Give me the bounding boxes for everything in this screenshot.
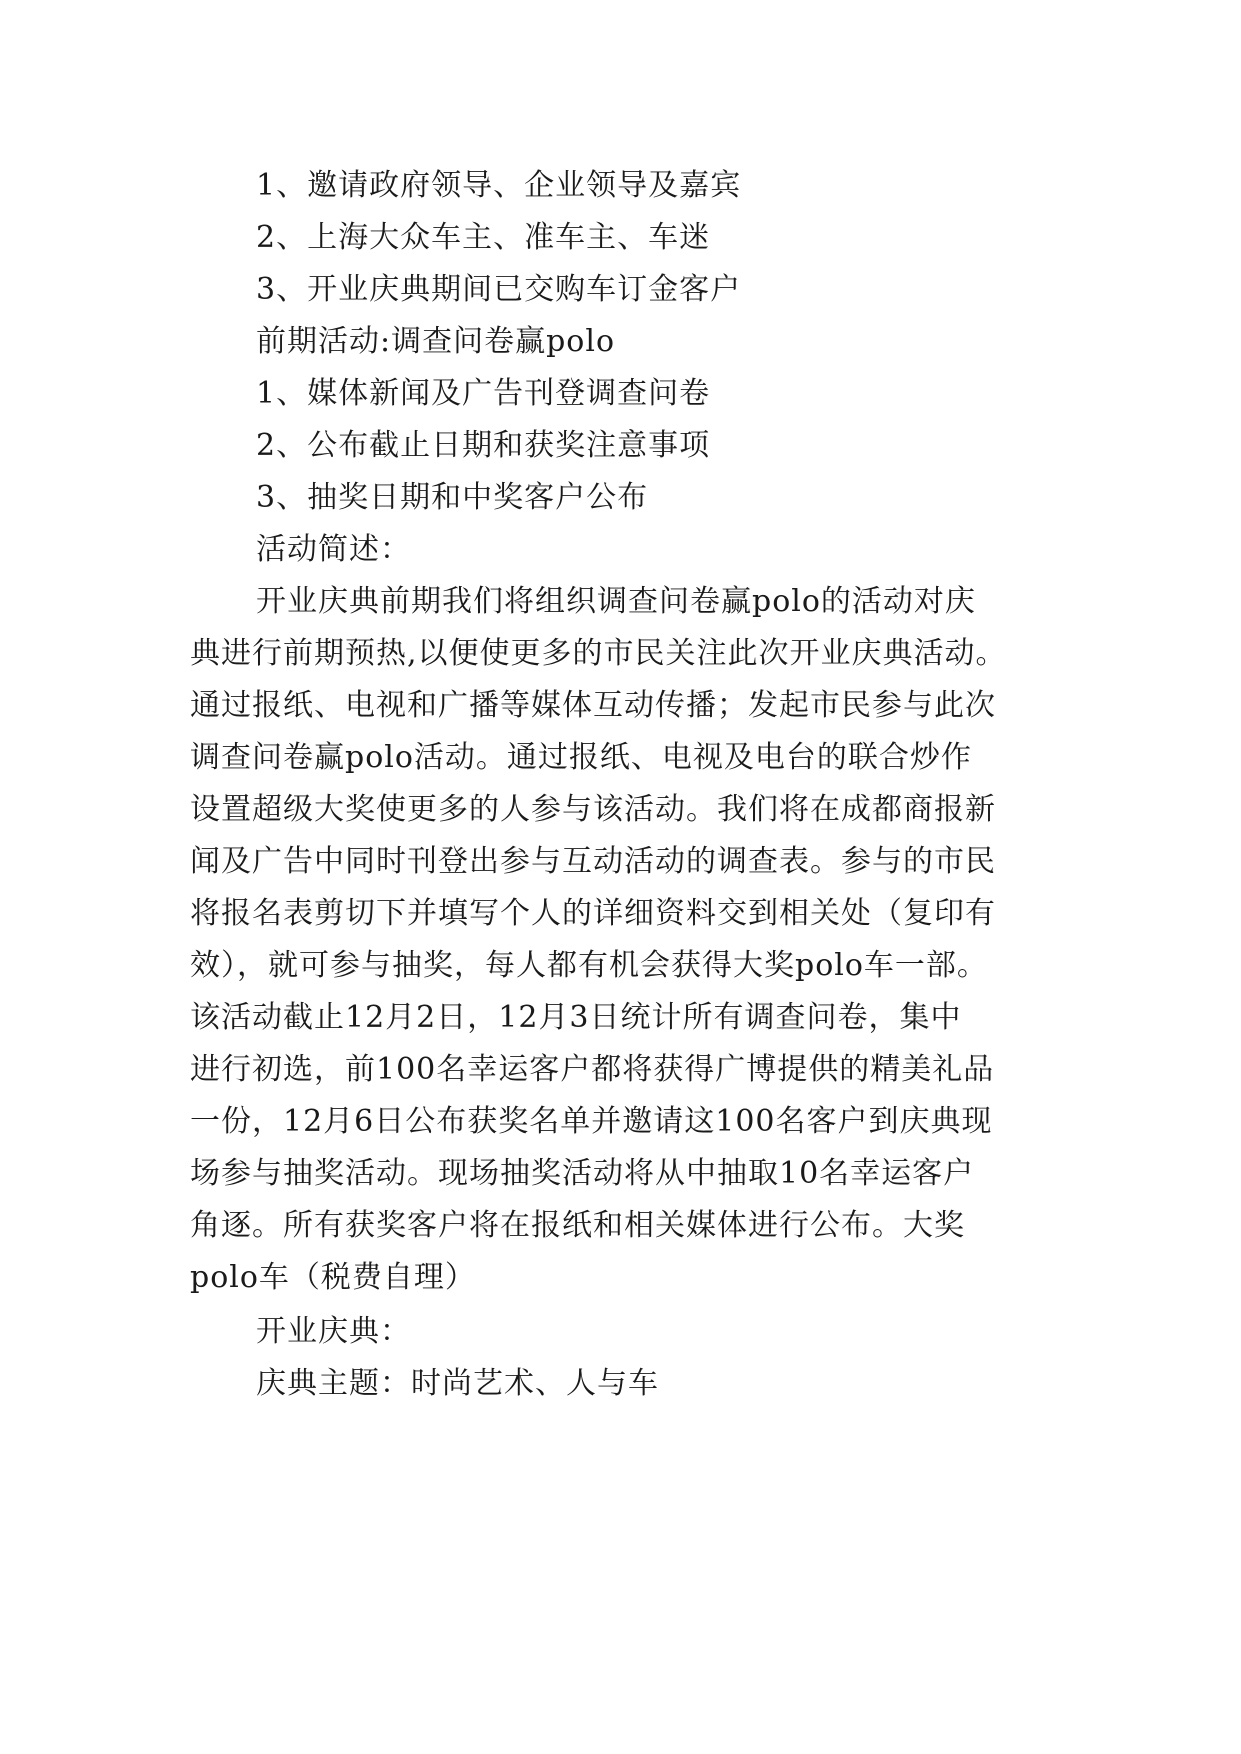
paragraph-line: 一份，12月6日公布获奖名单并邀请这100名客户到庆典现 — [190, 1104, 993, 1139]
paragraph-line: 调查问卷赢polo活动。通过报纸、电视及电台的联合炒作 — [190, 740, 972, 775]
ceremony-theme: 庆典主题：时尚艺术、人与车 — [256, 1366, 659, 1401]
section-heading-pre-activity: 前期活动:调查问卷赢polo — [256, 324, 616, 359]
list-item-deposit-customers: 3、开业庆典期间已交购车订金客户 — [256, 272, 742, 307]
list-item-invite-officials: 1、邀请政府领导、企业领导及嘉宾 — [256, 168, 742, 203]
list-item-deadline: 2、公布截止日期和获奖注意事项 — [256, 428, 711, 463]
paragraph-line: 效），就可参与抽奖，每人都有机会获得大奖polo车一部。 — [190, 948, 988, 983]
paragraph-line: 角逐。所有获奖客户将在报纸和相关媒体进行公布。大奖 — [190, 1208, 965, 1243]
paragraph-line: 开业庆典前期我们将组织调查问卷赢polo的活动对庆 — [256, 584, 976, 619]
paragraph-line: 场参与抽奖活动。现场抽奖活动将从中抽取10名幸运客户 — [190, 1156, 975, 1191]
section-heading-ceremony: 开业庆典： — [256, 1314, 411, 1349]
paragraph-line: 通过报纸、电视和广播等媒体互动传播；发起市民参与此次 — [190, 688, 996, 723]
list-item-media-survey: 1、媒体新闻及广告刊登调查问卷 — [256, 376, 711, 411]
paragraph-line: 将报名表剪切下并填写个人的详细资料交到相关处（复印有 — [190, 896, 996, 931]
paragraph-line: 闻及广告中同时刊登出参与互动活动的调查表。参与的市民 — [190, 844, 996, 879]
list-item-lottery-date: 3、抽奖日期和中奖客户公布 — [256, 480, 649, 515]
paragraph-line: 该活动截止12月2日，12月3日统计所有调查问卷，集中 — [190, 1000, 962, 1035]
paragraph-line: 设置超级大奖使更多的人参与该活动。我们将在成都商报新 — [190, 792, 996, 827]
list-item-vw-owners: 2、上海大众车主、准车主、车迷 — [256, 220, 711, 255]
paragraph-line: 典进行前期预热,以便使更多的市民关注此次开业庆典活动。 — [190, 636, 1007, 671]
paragraph-line: 进行初选，前100名幸运客户都将获得广博提供的精美礼品 — [190, 1052, 995, 1087]
paragraph-line: polo车（税费自理） — [190, 1260, 476, 1295]
section-heading-summary: 活动简述： — [256, 532, 411, 567]
